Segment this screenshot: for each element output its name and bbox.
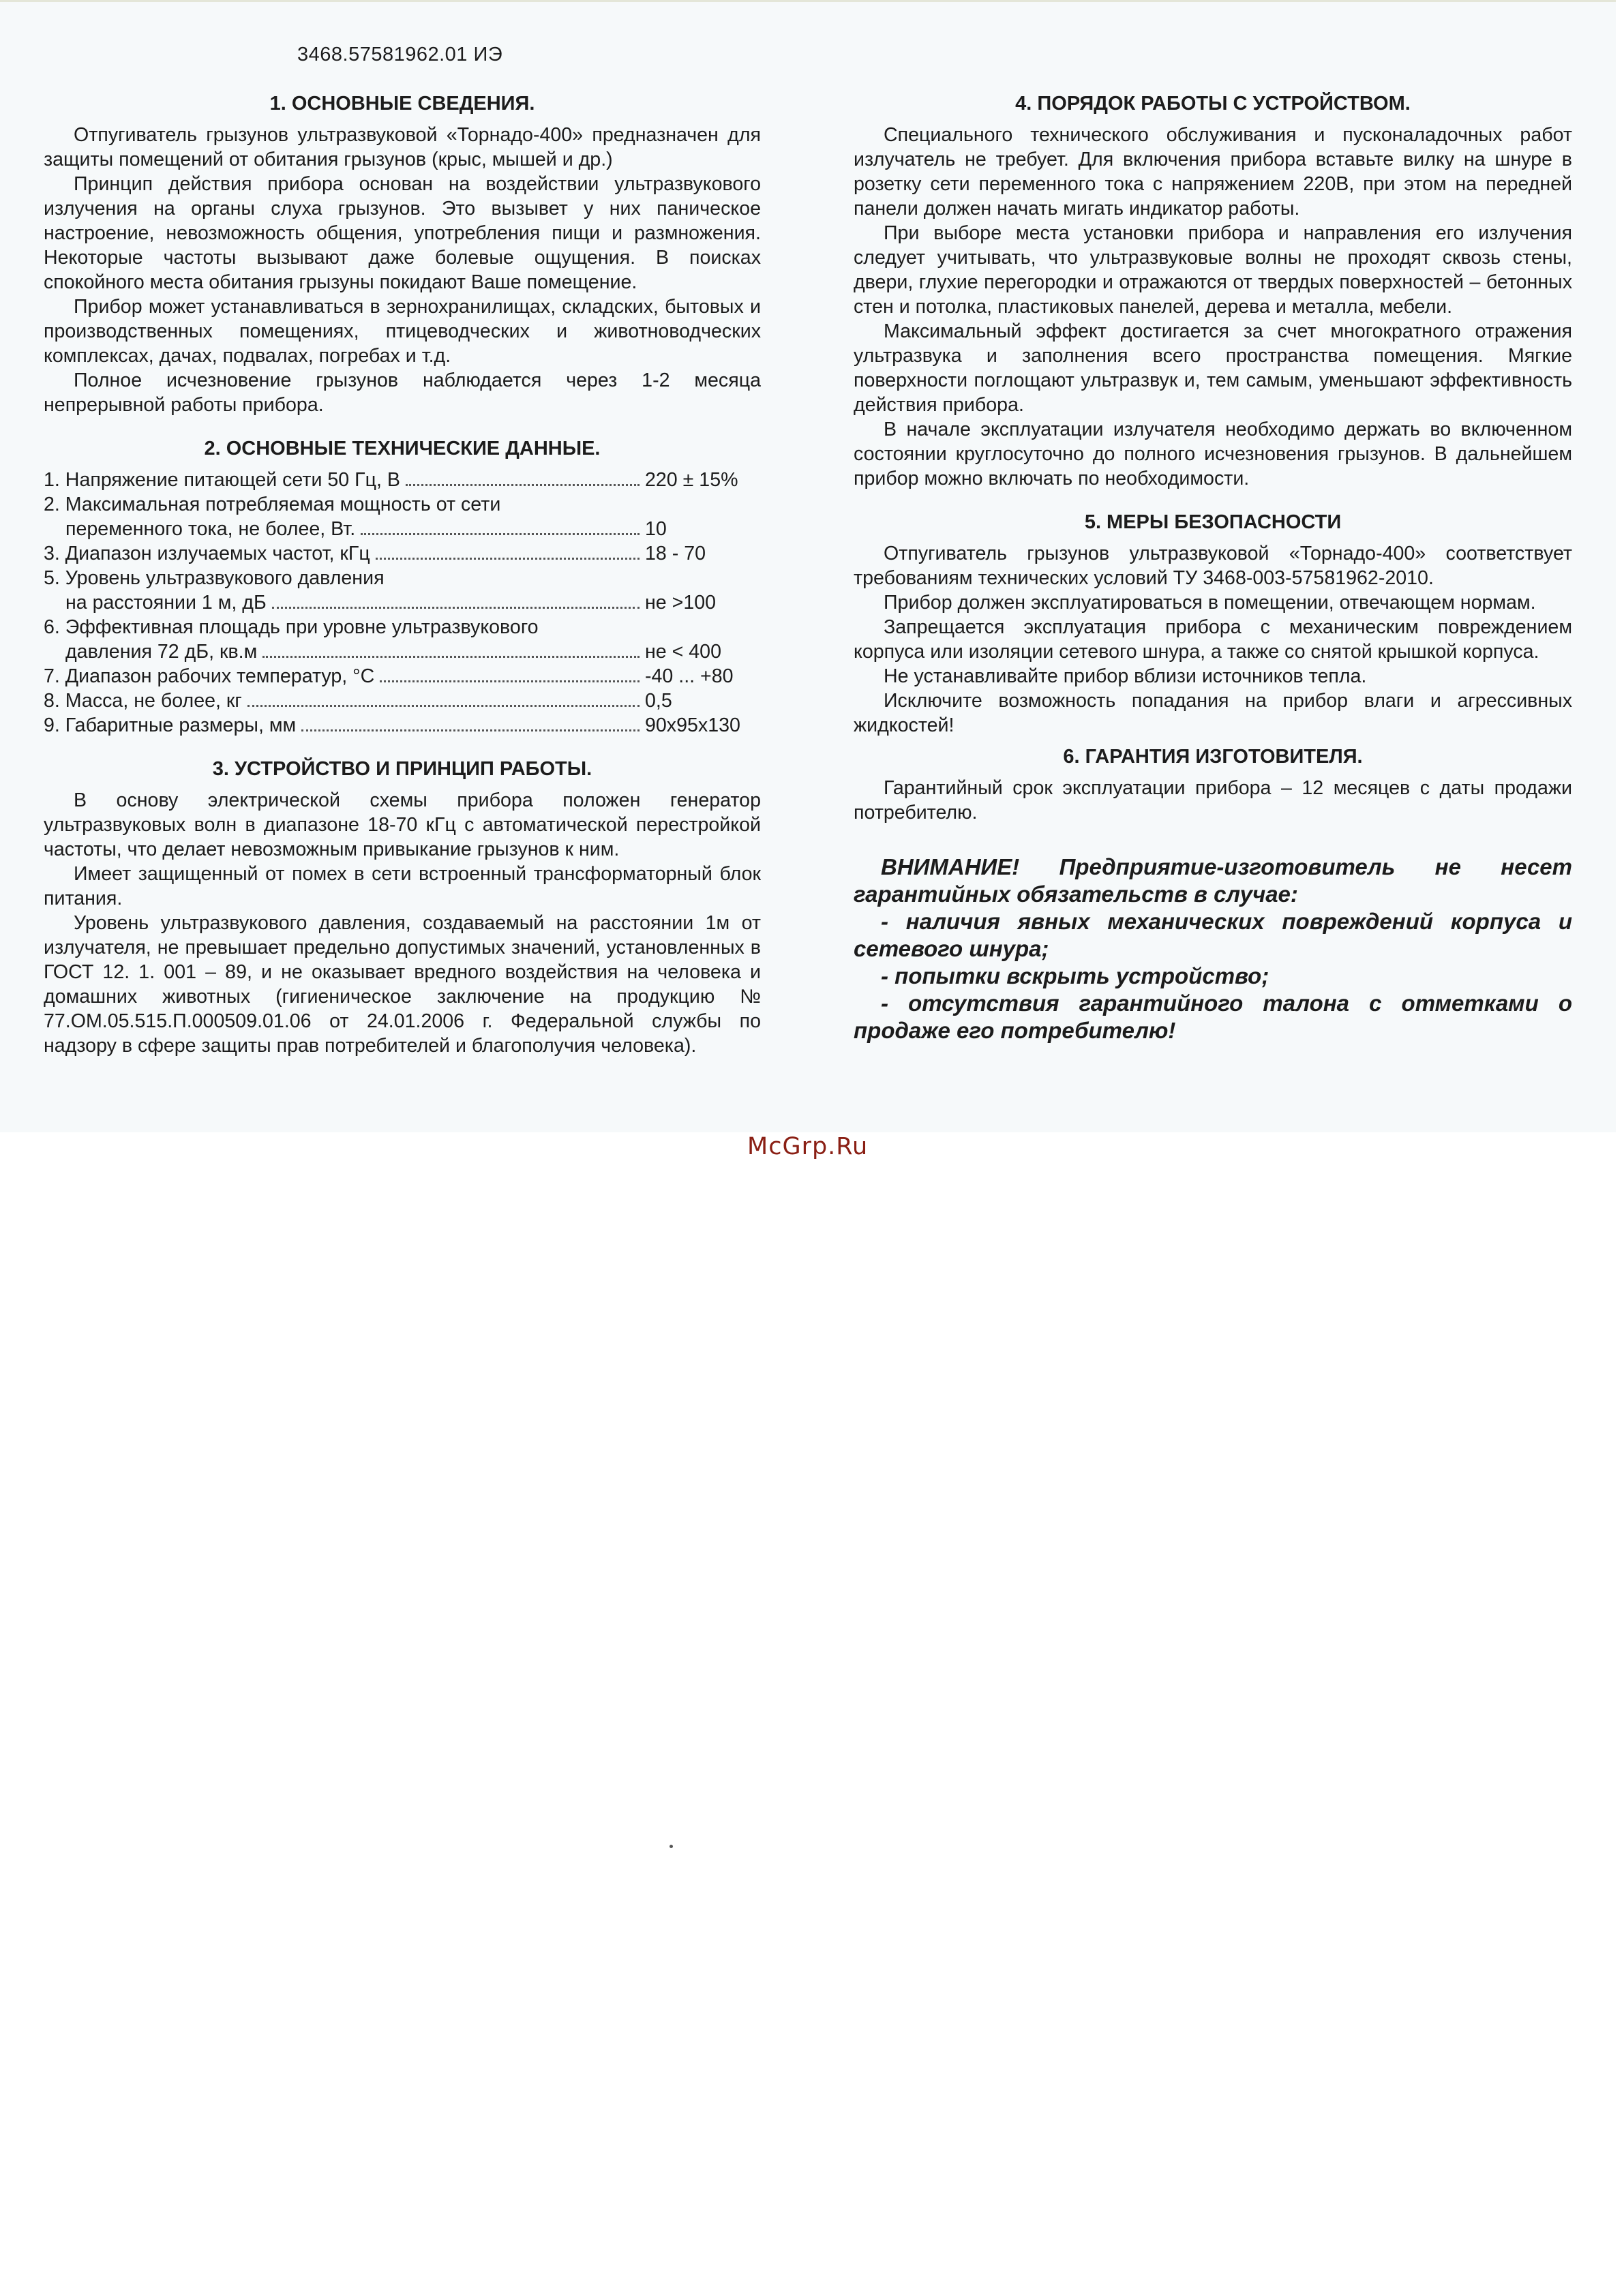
section-1-title: 1. ОСНОВНЫЕ СВЕДЕНИЯ. xyxy=(269,93,535,115)
section-1-paragraph: Отпугиватель грызунов ультразвуковой «Торнадо-400» предназначен для защиты помещений от обитания грызунов (крыс, мышей и др.) xyxy=(44,124,761,170)
spec-value: 18 - 70 xyxy=(645,543,706,564)
spec-row xyxy=(44,517,761,541)
spec-row xyxy=(44,689,761,713)
section-3-paragraph: Уровень ультразвукового давления, создаваемый на расстоянии 1м от излучателя, не превышает предельно допустимых значений, установленных в ГОСТ 12. 1. 001 – 89, и не оказывает вредного воздействия на человека и домашних животных (гигиеническое заключение на продукцию № 77.ОМ.05.515.П.000509.01.06 от 24.01.2006 г. Федеральной службы по надзору в сфере защиты прав потребителей и благополучия человека). xyxy=(44,912,761,1057)
right-column xyxy=(854,91,1572,1044)
spec-value: 90x95x130 xyxy=(645,714,740,736)
section-5-paragraph: Не устанавливайте прибор вблизи источников тепла. xyxy=(884,665,1367,687)
spec-label: переменного тока, не более, Вт. xyxy=(65,518,356,540)
spec-leader xyxy=(262,656,640,658)
section-5-paragraph: Отпугиватель грызунов ультразвуковой «Торнадо-400» соответствует требованиям технических условий ТУ 3468-003-57581962-2010. xyxy=(854,543,1572,589)
spec-label: 1. Напряжение питающей сети 50 Гц, В xyxy=(44,469,400,491)
section-3-title: 3. УСТРОЙСТВО И ПРИНЦИП РАБОТЫ. xyxy=(212,758,592,780)
spec-label: давления 72 дБ, кв.м xyxy=(65,641,258,663)
section-4-paragraph: Специального технического обслуживания и пусконаладочных работ излучатель не требует. Для включения прибора вставьте вилку на шнуре в розетку сети переменного тока с напряжением 220В, при этом на передней панели должен начать мигать индикатор работы. xyxy=(854,124,1572,220)
section-4-paragraph: В начале эксплуатации излучателя необходимо держать во включенном состоянии круглосуточно до полного исчезновения грызунов. В дальнейшем прибор можно включать по необходимости. xyxy=(854,419,1572,489)
watermark: McGrp.Ru xyxy=(747,1133,869,1160)
spec-row xyxy=(44,590,761,615)
spec-leader xyxy=(301,729,640,731)
spec-row xyxy=(44,713,761,738)
section-6-paragraph: Гарантийный срок эксплуатации прибора – 12 месяцев с даты продажи потребителю. xyxy=(854,777,1572,824)
spec-leader xyxy=(376,558,640,560)
section-3-paragraph: В основу электрической схемы прибора положен генератор ультразвуковых волн в диапазоне 18-70 кГц с автоматической перестройкой частоты, что делает невозможным привыкание грызунов к ним. xyxy=(44,789,761,860)
spec-leader xyxy=(361,533,640,535)
section-6-title: 6. ГАРАНТИЯ ИЗГОТОВИТЕЛЯ. xyxy=(1063,746,1363,768)
spec-label: 7. Диапазон рабочих температур, °С xyxy=(44,665,375,687)
spec-value: -40 ... +80 xyxy=(645,665,734,687)
spec-value: не < 400 xyxy=(645,641,721,663)
scan-speck xyxy=(670,1845,673,1848)
spec-label: 2. Максимальная потребляемая мощность от сети xyxy=(44,494,501,515)
warning-item: - наличия явных механических повреждений корпуса и сетевого шнура; xyxy=(854,909,1572,961)
spec-value: не >100 xyxy=(645,592,717,614)
section-4-paragraph: При выборе места установки прибора и направления его излучения следует учитывать, что ультразвуковые волны не проходят сквозь стены, двери, глухие перегородки и отражаются от твердых поверхностей – бетонных стен и потолка, пластиковых панелей, дерева и металла, мебели. xyxy=(854,222,1572,318)
left-column xyxy=(44,91,761,1058)
spec-value: 0,5 xyxy=(645,690,672,712)
spec-label: 6. Эффективная площадь при уровне ультразвукового xyxy=(44,616,539,638)
spec-label: 8. Масса, не более, кг xyxy=(44,690,242,712)
section-1-paragraph: Полное исчезновение грызунов наблюдается через 1-2 месяца непрерывной работы прибора. xyxy=(44,369,761,416)
section-1-paragraph: Принцип действия прибора основан на воздействии ультразвукового излучения на органы слуха грызунов. Это вызывет у них паническое настроение, невозможность общения, употребления пищи и размножения. Некоторые частоты вызывают даже болевые ощущения. В поисках спокойного места обитания грызуны покидают Ваше помещение. xyxy=(44,173,761,293)
spec-leader xyxy=(247,705,640,707)
section-4-title: 4. ПОРЯДОК РАБОТЫ С УСТРОЙСТВОМ. xyxy=(1015,93,1411,115)
spec-label: 3. Диапазон излучаемых частот, кГц xyxy=(44,543,370,564)
spec-row xyxy=(44,541,761,566)
section-3-paragraph: Имеет защищенный от помех в сети встроенный трансформаторный блок питания. xyxy=(44,863,761,909)
spec-label: 9. Габаритные размеры, мм xyxy=(44,714,297,736)
spec-leader xyxy=(272,607,640,609)
document-code: 3468.57581962.01 ИЭ xyxy=(297,44,503,65)
section-5-paragraph: Запрещается эксплуатация прибора с механическим повреждением корпуса или изоляции сетевого шнура, а также со снятой крышкой корпуса. xyxy=(854,616,1572,663)
spec-leader xyxy=(406,484,640,486)
spec-leader xyxy=(380,680,640,682)
section-4-paragraph: Максимальный эффект достигается за счет многократного отражения ультразвука и заполнения всего пространства помещения. Мягкие поверхности поглощают ультразвук и, тем самым, уменьшают эффективность действия прибора. xyxy=(854,320,1572,416)
spec-value: 220 ± 15% xyxy=(645,469,738,491)
spec-row xyxy=(44,468,761,492)
section-5-paragraph: Исключите возможность попадания на прибор влаги и агрессивных жидкостей! xyxy=(854,690,1572,736)
section-5-paragraph: Прибор должен эксплуатироваться в помещении, отвечающем нормам. xyxy=(884,592,1536,614)
warning-lead: ВНИМАНИЕ! Предприятие-изготовитель не несет гарантийных обязательств в случае: xyxy=(854,854,1572,907)
warranty-warning xyxy=(854,854,1572,1044)
warning-item: - отсутствия гарантийного талона с отметками о продаже его потребителю! xyxy=(854,991,1572,1043)
spec-row xyxy=(44,664,761,689)
section-5-title: 5. МЕРЫ БЕЗОПАСНОСТИ xyxy=(1084,511,1342,533)
spec-label: 5. Уровень ультразвукового давления xyxy=(44,567,385,589)
section-2-title: 2. ОСНОВНЫЕ ТЕХНИЧЕСКИЕ ДАННЫЕ. xyxy=(204,438,601,459)
warning-item: - попытки вскрыть устройство; xyxy=(881,963,1269,988)
section-1-paragraph: Прибор может устанавливаться в зернохранилищах, складских, бытовых и производственных помещениях, птицеводческих и животноводческих комплексах, дачах, подвалах, погребах и т.д. xyxy=(44,296,761,367)
spec-row xyxy=(44,639,761,664)
spec-value: 10 xyxy=(645,518,667,540)
spec-label: на расстоянии 1 м, дБ xyxy=(65,592,267,614)
